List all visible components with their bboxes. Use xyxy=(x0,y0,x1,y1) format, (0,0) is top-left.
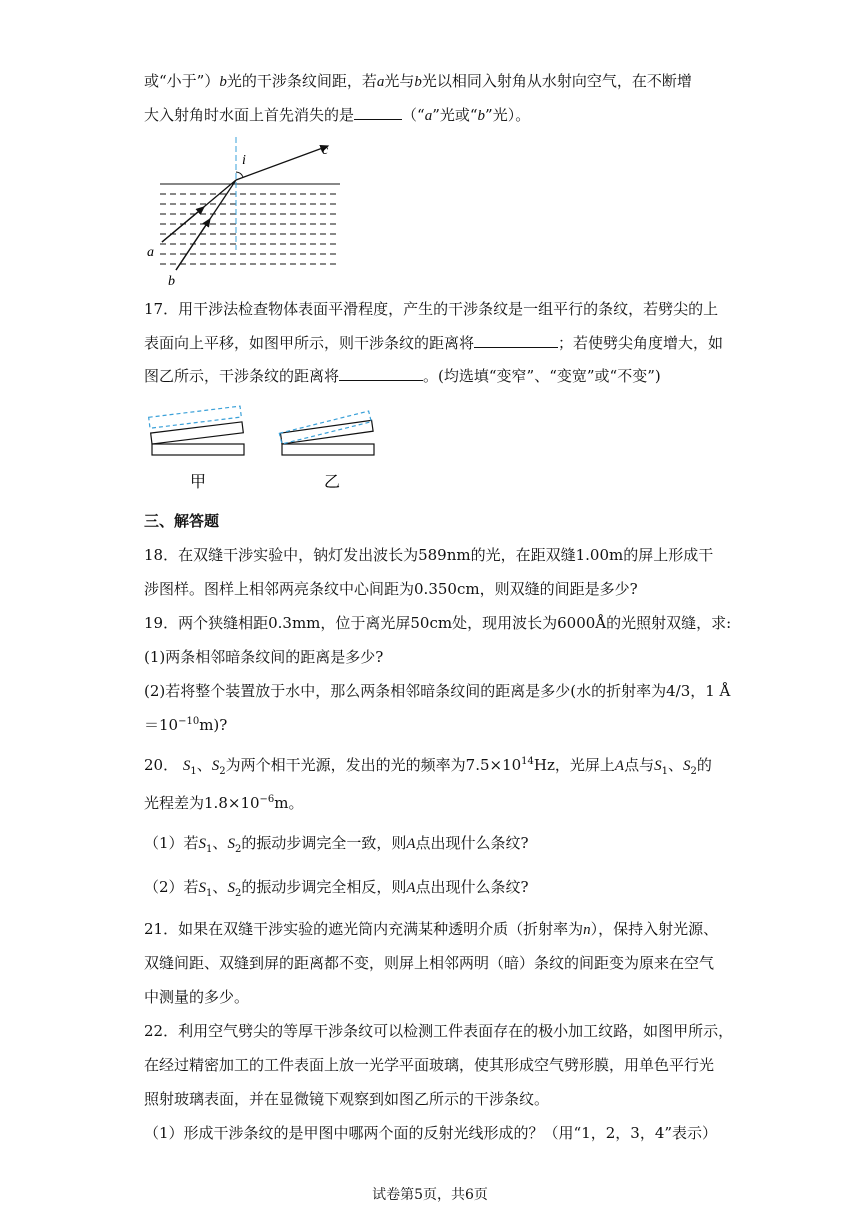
q21-line-2: 双缝间距、双缝到屏的距离都不变，则屏上相邻两明（暗）条纹的间距变为原来在空气 xyxy=(144,954,715,972)
q17-line-3: 图乙所示，干涉条纹的距离将 。(均选填“变窄”、“变宽”或“不变”) xyxy=(144,367,661,385)
q19-line-2: (1)两条相邻暗条纹间的距离是多少? xyxy=(144,648,384,666)
label-c: c xyxy=(322,143,329,158)
q19-line-4: $=10^{-10}m$)? xyxy=(144,716,228,734)
q22-line-3: 照射玻璃表面，并在显微镜下观察到如图乙所示的干涉条纹。 xyxy=(144,1090,550,1108)
section-heading: 三、解答题 xyxy=(144,512,220,530)
q20-line-2: 光程差为$1.8\times 10^{-6}m$。 xyxy=(144,794,304,812)
answer-blank xyxy=(339,366,423,381)
q20-part-2: （2）若$S_1$、$S_2$的振动步调完全相反，则A点出现什么条纹? xyxy=(144,878,529,899)
q20-line-1: 20． $S_1$、$S_2$为两个相干光源，发出的光的频率为$7.5\times 10^{14}Hz$，光屏上A点与$S_1$、$S_2$的 xyxy=(144,756,712,777)
answer-blank xyxy=(354,105,402,120)
label-b: b xyxy=(168,274,175,289)
answer-blank xyxy=(474,333,558,348)
refraction-figure xyxy=(140,132,350,292)
q20-part-1: （1）若$S_1$、$S_2$的振动步调完全一致，则A点出现什么条纹? xyxy=(144,834,529,855)
q19-line-1: 19．两个狭缝相距0.3mm，位于离光屏50cm处，现用波长为6000Å的光照射双缝，求: xyxy=(144,614,732,632)
q17-line-2: 表面向上平移，如图甲所示，则干涉条纹的距离将 ；若使劈尖角度增大，如 xyxy=(144,334,724,352)
wedge-figure-yi xyxy=(276,400,382,495)
label-i: i xyxy=(242,153,246,168)
page-footer: 试卷第5页，共6页 xyxy=(372,1187,488,1203)
q18-line-1: 18．在双缝干涉实验中，钠灯发出波长为589nm的光，在距双缝1.00m的屏上形成干 xyxy=(144,546,714,564)
q21-line-1: 21．如果在双缝干涉实验的遮光筒内充满某种透明介质（折射率为n），保持入射光源、 xyxy=(144,920,719,938)
q19-line-3: (2)若将整个装置放于水中，那么两条相邻暗条纹间的距离是多少(水的折射率为4/3，1 Å xyxy=(144,682,731,700)
q16-line-2: 大入射角时水面上首先消失的是 （“a”光或“b”光）。 xyxy=(144,106,531,124)
q16-line-1: 或“小于”）b光的干涉条纹间距，若a光与b光以相同入射角从水射向空气，在不断增 xyxy=(144,72,692,90)
q22-line-4: （1）形成干涉条纹的是甲图中哪两个面的反射光线形成的？（用“1，2，3，4”表示） xyxy=(144,1124,718,1142)
wedge-figure-jia xyxy=(146,400,250,495)
q18-line-2: 涉图样。图样上相邻两亮条纹中心间距为0.350cm，则双缝的间距是多少? xyxy=(144,580,638,598)
caption-jia: 甲 xyxy=(190,472,207,491)
q22-line-2: 在经过精密加工的工件表面上放一光学平面玻璃，使其形成空气劈形膜，用单色平行光 xyxy=(144,1056,715,1074)
caption-yi: 乙 xyxy=(324,472,341,491)
q22-line-1: 22．利用空气劈尖的等厚干涉条纹可以检测工件表面存在的极小加工纹路，如图甲所示， xyxy=(144,1022,734,1040)
q21-line-3: 中测量的多少。 xyxy=(144,988,250,1006)
label-a: a xyxy=(147,245,154,260)
q17-line-1: 17．用干涉法检查物体表面平滑程度，产生的干涉条纹是一组平行的条纹，若劈尖的上 xyxy=(144,300,719,318)
